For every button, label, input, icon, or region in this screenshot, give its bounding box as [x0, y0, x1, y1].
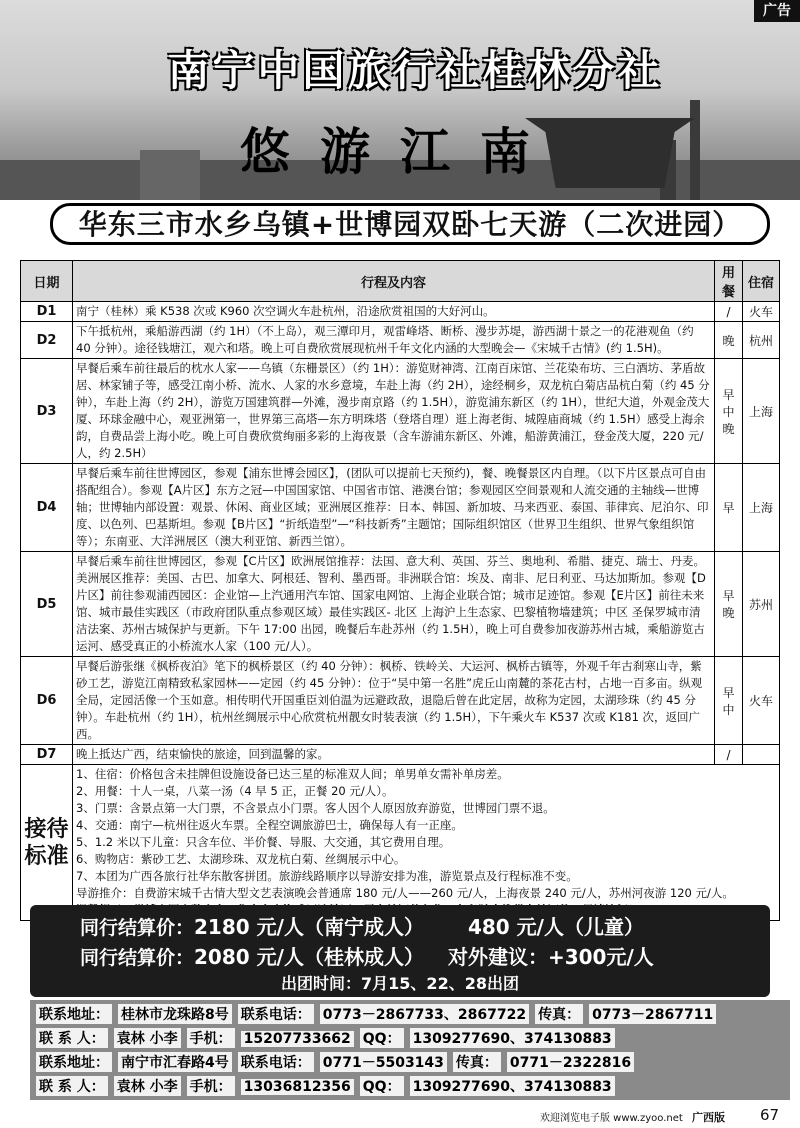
- contact-key: 联系电话：: [238, 1052, 314, 1072]
- day-stay: 苏州: [743, 552, 780, 657]
- header-day: 日期: [21, 261, 73, 302]
- price-panel: [30, 905, 770, 997]
- contact-row: [36, 1028, 621, 1048]
- company-name: 南宁中国旅行社桂林分社: [167, 46, 663, 95]
- day-stay: 杭州: [743, 322, 780, 359]
- contact-value: 15207733662: [241, 1031, 354, 1047]
- departure-dates: 出团时间：7月15、22、28出团: [281, 974, 519, 993]
- day-meal: /: [715, 745, 743, 765]
- contact-block: [30, 1000, 790, 1100]
- day-stay: 上海: [743, 464, 780, 552]
- contact-value: 袁林 小李: [114, 1076, 181, 1096]
- day-label: D4: [21, 464, 73, 552]
- day-label: D1: [21, 302, 73, 322]
- page-footer: [0, 1105, 800, 1128]
- header-meal: 用餐: [715, 261, 743, 302]
- header-content: 行程及内容: [73, 261, 715, 302]
- price-line-guilin: [80, 941, 654, 970]
- contact-key: QQ：: [360, 1028, 404, 1048]
- day-content: 早餐后乘车前往世博园区，参观【浦东世博会园区】，(团队可以提前七天预约)，餐、晚餐景区内自理。（以下片区景点可自由搭配组合）。参观【A片区】东方之冠—中国国家馆、中国省市馆、港澳台馆；参观园区空间景观和人流交通的主轴线—世博轴；世博轴内部设置：观景、休闲、商业区域；亚洲展区推荐：日本、韩国、新加坡、马来西亚、泰国、菲律宾、尼泊尔、印度、以色列、巴基斯坦。参观【B片区】“折纸造型”—“科技新秀”主题馆；国际组织馆区（世界卫生组织、世界气象组织馆等）；东南亚、大洋洲展区（澳大利亚馆、新西兰馆）。: [73, 464, 715, 552]
- contact-key: 联 系 人：: [36, 1076, 108, 1096]
- day-stay: [743, 745, 780, 765]
- header-banner: [0, 0, 800, 200]
- day-stay: 上海: [743, 359, 780, 464]
- day-stay: 火车: [743, 657, 780, 745]
- contact-value: 0773－2867733、2867722: [320, 1004, 529, 1024]
- footer-website: 欢迎浏览电子版 www.zyoo.net: [540, 1113, 683, 1124]
- contact-key: 手机：: [187, 1028, 235, 1048]
- note-line: 7、本团为广西各旅行社华东散客拼团。旅游线路顺序以导游安排为准，游览景点及行程标准不变。: [76, 869, 578, 883]
- note-line: 导游推介：自费游宋城千古情大型文艺表演晚会普通席 180 元/人——260 元/人，上海夜景 240 元/人，苏州河夜游 120 元/人。: [76, 886, 734, 900]
- service-notes: [73, 765, 780, 921]
- day-stay: 火车: [743, 302, 780, 322]
- price-adult-nanning: 2180 元/人（南宁成人）: [194, 915, 424, 939]
- day-content: 晚上抵达广西，结束愉快的旅途，回到温馨的家。: [73, 745, 715, 765]
- notes-row: [21, 765, 780, 921]
- note-line: 6、购物店：紫砂工艺、太湖珍珠、双龙杭白菊、丝绸展示中心。: [76, 852, 406, 866]
- ad-tag: 广告: [754, 0, 800, 22]
- day-meal: 早中: [715, 657, 743, 745]
- day-meal: 早中晚: [715, 359, 743, 464]
- price-label: 同行结算价：: [80, 917, 195, 939]
- day-label: D2: [21, 322, 73, 359]
- edition-label: 广西版: [692, 1111, 725, 1124]
- header-stay: 住宿: [743, 261, 780, 302]
- day-content: 下午抵杭州，乘船游西湖（约 1H）（不上岛），观三潭印月，观雷峰塔、断桥、漫步苏堤，游西湖十景之一的花港观鱼（约 40 分钟）。途径钱塘江，观六和塔。晚上可自费欣赏展现杭州千年文化内涵的大型晚会—《宋城千古情》(约 1.5H)。: [73, 322, 715, 359]
- contact-row: [36, 1076, 621, 1096]
- day-meal: 早晚: [715, 552, 743, 657]
- day-meal: 早: [715, 464, 743, 552]
- contact-key: 联 系 人：: [36, 1028, 108, 1048]
- itinerary-table: [20, 260, 780, 921]
- table-row: [21, 322, 780, 359]
- price-child: 480 元/人（儿童）: [467, 915, 644, 939]
- contact-value: 南宁市汇春路4号: [118, 1052, 232, 1072]
- note-line: 4、交通：南宁—杭州往返火车票。全程空调旅游巴士，确保每人有一正座。: [76, 818, 463, 832]
- day-label: D3: [21, 359, 73, 464]
- contact-row: [36, 1004, 722, 1024]
- table-row: [21, 464, 780, 552]
- notes-title: 接待标准: [21, 765, 73, 921]
- note-line: 2、用餐：十人一桌，八菜一汤（4 早 5 正，正餐 20 元/人）。: [76, 784, 394, 798]
- note-line: 5、1.2 米以下儿童：只含车位、半价餐、导服、大交通，其它费用自理。: [76, 835, 451, 849]
- price-adult-guilin: 2080 元/人（桂林成人）: [194, 945, 424, 969]
- contact-value: 桂林市龙珠路8号: [118, 1004, 232, 1024]
- table-row: [21, 302, 780, 322]
- page-number: 67: [760, 1106, 780, 1124]
- note-line: 3、门票：含景点第一大门票，不含景点小门票。客人因个人原因放弃游览，世博园门票不退。: [76, 801, 555, 815]
- contact-value: 0771－5503143: [320, 1052, 447, 1072]
- contact-row: [36, 1052, 640, 1072]
- day-label: D7: [21, 745, 73, 765]
- contact-value: 13036812356: [241, 1079, 354, 1095]
- price-suggest: 对外建议：+300元/人: [447, 945, 654, 969]
- day-meal: 晚: [715, 322, 743, 359]
- note-line: 1、住宿：价格包含未挂牌但设施设备已达三星的标准双人间；单男单女需补单房差。: [76, 767, 509, 781]
- day-content: 早餐后乘车前往最后的枕水人家——乌镇（东栅景区）（约 1H）：游览财神湾、江南百床馆、兰花染布坊、三白酒坊、茅盾故居、林家铺子等，感受江南小桥、流水、人家的水乡意境，车赴上海（约 2H），途经桐乡，双龙杭白菊店品杭白菊（约 45 分钟），车赴上海（约 2H），游览万国建筑群—外滩，漫步南京路（约 1.5H），游览浦东新区（约 1H），世纪大道，外观金茂大厦、环球金融中心，观亚洲第一，世界第三高塔—东方明珠塔（登塔自理）逛上海老街、城隍庙商城（约 1.5H）感受上海余韵，自费品尝上海小吃。晚上可自费欣赏绚丽多彩的上海夜景（含车游浦东新区、外滩，船游黄浦江，登金茂大厦，220 元/人，约 2.5H）: [73, 359, 715, 464]
- day-content: 南宁（桂林）乘 K538 次或 K960 次空调火车赴杭州，沿途欣赏祖国的大好河山。: [73, 302, 715, 322]
- contact-value: 1309277690、374130883: [410, 1028, 615, 1048]
- contact-key: 传真：: [535, 1004, 583, 1024]
- price-line-nanning: [80, 911, 644, 940]
- contact-value: 1309277690、374130883: [410, 1076, 615, 1096]
- contact-key: QQ：: [360, 1076, 404, 1096]
- contact-value: 0771－2322816: [507, 1052, 634, 1072]
- day-content: 早餐后游张继《枫桥夜泊》笔下的枫桥景区（约 40 分钟）：枫桥、铁岭关、大运河、枫桥古镇等，外观千年古刹寒山寺，紫砂工艺，游览江南精致私家园林——定园（约 45 分钟）：位于“吴中第一名胜”虎丘山南麓的茶花古村，占地一百多亩。纵观全局，定园活像一个玉如意。相传明代开国重臣刘伯温为远避政敌，退隐后曾在此定居，故称为定园，太湖珍珠（约 45 分钟）。车赴杭州（约 1H），杭州丝绸展示中心欣赏杭州靓女时装表演（约 1.5H），下午乘火车 K537 次或 K181 次，返回广西。: [73, 657, 715, 745]
- route-title: 华东三市水乡乌镇+世博园双卧七天游（二次进园）: [50, 203, 770, 245]
- day-label: D6: [21, 657, 73, 745]
- table-row: [21, 657, 780, 745]
- contact-value: 袁林 小李: [114, 1028, 181, 1048]
- slogan: 悠游江南: [240, 122, 560, 181]
- contact-key: 联系地址：: [36, 1052, 112, 1072]
- day-content: 早餐后乘车前往世博园区，参观【C片区】欧洲展馆推荐：法国、意大利、英国、芬兰、奥地利、希腊、捷克、瑞士、丹麦。美洲展区推荐：美国、古巴、加拿大、阿根廷、智利、墨西哥。非洲联合馆：埃及、南非、尼日利亚、马达加斯加。参观【D片区】前往参观浦西园区：企业馆—上汽通用汽车馆、国家电网馆、上海企业联合馆；城市足迹馆。参观【E片区】前往未来馆、城市最佳实践区（市政府团队重点参观区域）最佳实践区- 北区 上海沪上生态家、巴黎植物墙建筑；中区 圣保罗城市清洁法案、苏州古城保护与更新。下午 17:00 出园，晚餐后车赴苏州（约 1.5H），晚上可自费参加夜游苏州古城，乘船游览古运河、感受真正的小桥流水人家（100 元/人）。: [73, 552, 715, 657]
- day-label: D5: [21, 552, 73, 657]
- contact-key: 手机：: [187, 1076, 235, 1096]
- contact-key: 联系电话：: [238, 1004, 314, 1024]
- table-row: [21, 359, 780, 464]
- table-header-row: [21, 261, 780, 302]
- contact-value: 0773－2867711: [589, 1004, 716, 1024]
- price-label: 同行结算价：: [80, 947, 195, 969]
- table-row: [21, 552, 780, 657]
- contact-key: 传真：: [453, 1052, 501, 1072]
- table-row: [21, 745, 780, 765]
- day-meal: /: [715, 302, 743, 322]
- contact-key: 联系地址：: [36, 1004, 112, 1024]
